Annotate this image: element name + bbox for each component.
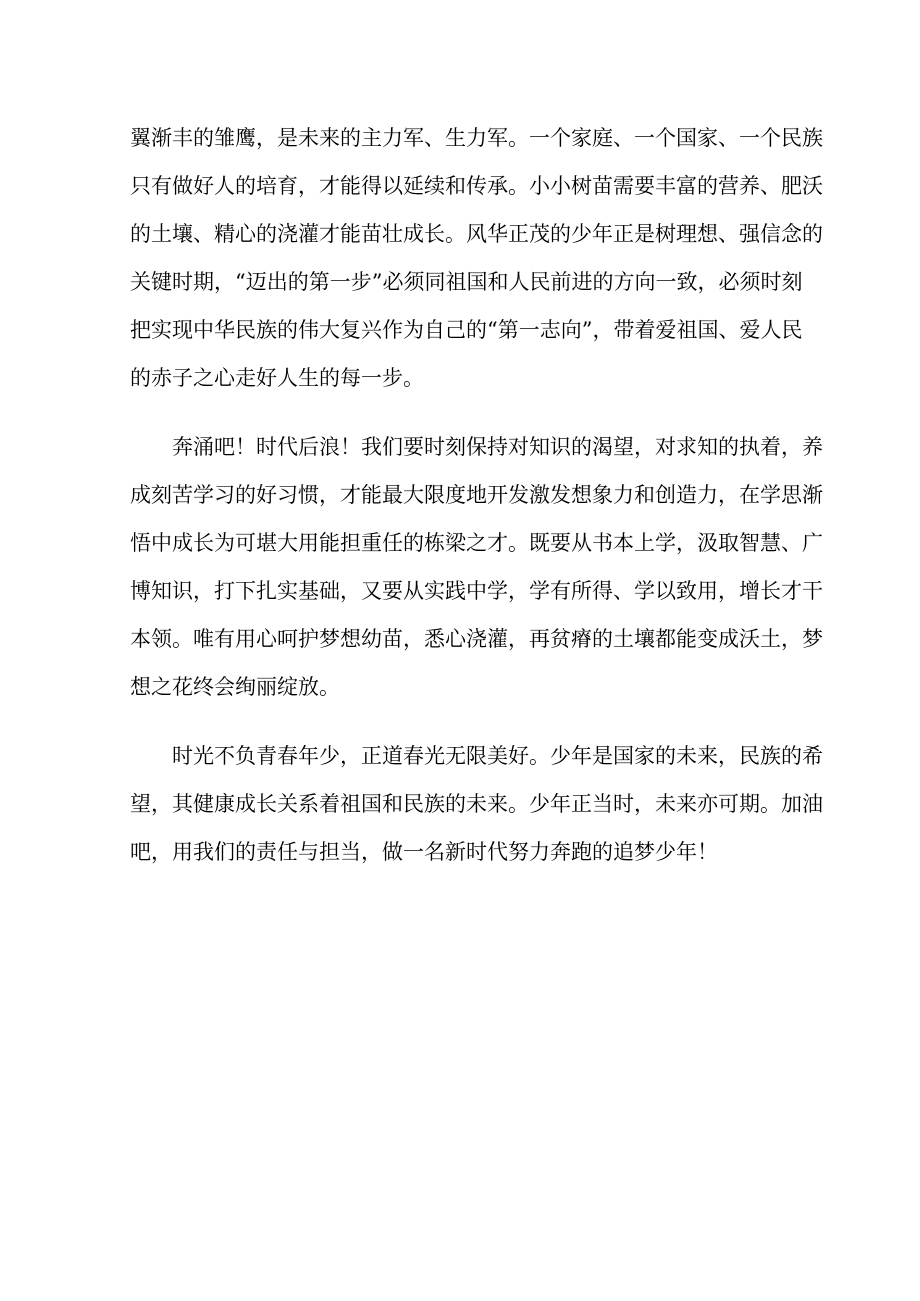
document-body: [130, 114, 823, 897]
text-line: 的土壤、精心的浇灌才能苗壮成长。风华正茂的少年正是树理想、强信念的: [130, 222, 823, 246]
text-line: 想之花终会绚丽绽放。: [130, 675, 340, 699]
text-line: 本领。唯有用心呵护梦想幼苗，悉心浇灌，再贫瘠的土壤都能变成沃土，梦: [130, 627, 823, 651]
text-line: 望，其健康成长关系着祖国和民族的未来。少年正当时，未来亦可期。加油: [130, 792, 823, 816]
text-line: 成刻苦学习的好习惯，才能最大限度地开发激发想象力和创造力，在学思渐: [130, 483, 823, 507]
text-line: 关键时期，“迈出的第一步”必须同祖国和人民前进的方向一致，必须时刻: [130, 270, 803, 294]
text-line: 只有做好人的培育，才能得以延续和传承。小小树苗需要丰富的营养、肥沃: [130, 174, 823, 198]
paragraph-3: [130, 732, 823, 876]
text-line: 翼渐丰的雏鹰，是未来的主力军、生力军。一个家庭、一个国家、一个民族: [130, 126, 823, 150]
text-line: 把实现中华民族的伟大复兴作为自己的“第一志向”，带着爱祖国、爱人民: [130, 318, 803, 342]
text-line: 的赤子之心走好人生的每一步。: [130, 366, 424, 390]
paragraph-1: [130, 114, 823, 402]
text-line: 时光不负青春年少，正道春光无限美好。少年是国家的未来，民族的希: [172, 744, 823, 768]
text-line: 博知识，打下扎实基础，又要从实践中学，学有所得、学以致用，增长才干: [130, 579, 823, 603]
text-line: 悟中成长为可堪大用能担重任的栋梁之才。既要从书本上学，汲取智慧、广: [130, 531, 823, 555]
text-line: 奔涌吧！时代后浪！我们要时刻保持对知识的渴望，对求知的执着，养: [172, 435, 823, 459]
text-line: 吧，用我们的责任与担当，做一名新时代努力奔跑的追梦少年！: [130, 840, 718, 864]
paragraph-2: [130, 423, 823, 711]
